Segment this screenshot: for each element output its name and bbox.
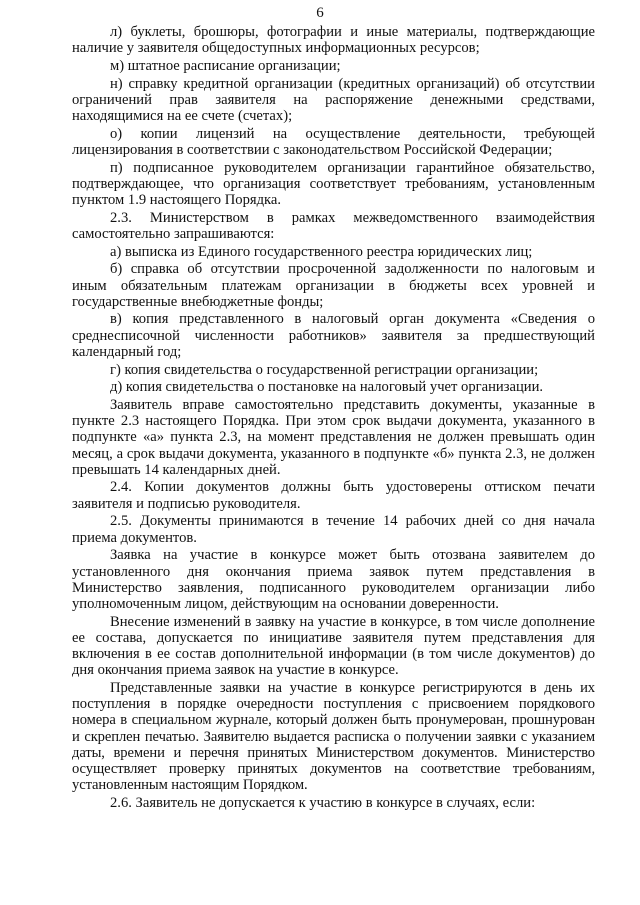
document-body (72, 24, 595, 813)
paragraph-p: п) подписанное руководителем организации гарантийное обязательство, подтверждающее, что организация соответствует требованиям, установленным пунктом 1.9 настоящего Порядка. (72, 159, 595, 209)
paragraph-applicant-right: Заявитель вправе самостоятельно представить документы, указанные в пункте 2.3 настоящего Порядка. При этом срок выдачи документа, указанного в подпункте «а» пункта 2.3, на момент представления не должен превышать один месяц, а срок выдачи документа, указанного в подпункте «б» пункта 2.3, не должен превышать 14 календарных дней. (72, 396, 595, 478)
paragraph-m: м) штатное расписание организации; (110, 57, 341, 74)
paragraph-withdrawal: Заявка на участие в конкурсе может быть отозвана заявителем до установленного дня окончания приема заявок путем представления в Министерство заявления, подписанного руководителем организации либо уполномоченным лицом, действующим на основании доверенности. (72, 547, 595, 612)
paragraph-a: а) выписка из Единого государственного реестра юридических лиц; (110, 243, 533, 260)
paragraph-n: н) справку кредитной организации (кредитных организаций) об отсутствии ограничений прав заявителя на распоряжение денежными средствами, находящимися на ее счете (счетах); (72, 75, 595, 125)
paragraph-2-4: 2.4. Копии документов должны быть удостоверены оттиском печати заявителя и подписью руководителя. (72, 479, 595, 512)
paragraph-l: л) буклеты, брошюры, фотографии и иные материалы, подтверждающие наличие у заявителя общедоступных информационных ресурсов; (72, 24, 595, 57)
paragraph-v: в) копия представленного в налоговый орган документа «Сведения о среднесписочной численности работников» заявителя за предшествующий календарный год; (72, 311, 595, 360)
paragraph-2-5: 2.5. Документы принимаются в течение 14 рабочих дней со дня начала приема документов. (72, 513, 595, 546)
page-number: 6 (316, 5, 324, 21)
paragraph-g: г) копия свидетельства о государственной регистрации организации; (110, 361, 539, 378)
paragraph-registration: Представленные заявки на участие в конкурсе регистрируются в день их поступления в порядке очередности поступления с присвоением порядкового номера в специальном журнале, который должен быть пронумерован, прошнурован и скреплен печатью. Заявителю выдается расписка о получении заявки с указанием даты, времени и перечня принятых Министерством документов. Министерство осуществляет проверку принятых документов на соответствие требованиям, установленным настоящим Порядком. (72, 679, 595, 794)
paragraph-2-3: 2.3. Министерством в рамках межведомственного взаимодействия самостоятельно запрашиваются: (72, 209, 595, 242)
paragraph-amendments: Внесение изменений в заявку на участие в конкурсе, в том числе дополнение ее состава, допускается по инициативе заявителя путем представления для включения в ее состав дополнительной информации (в том числе документов) до дня окончания приема заявок на участие в конкурсе. (72, 613, 595, 679)
paragraph-b: б) справка об отсутствии просроченной задолженности по налоговым и иным обязательным платежам организации в бюджеты всех уровней и государственные внебюджетные фонды; (72, 261, 595, 310)
paragraph-d: д) копия свидетельства о постановке на налоговый учет организации. (110, 379, 544, 396)
paragraph-2-6: 2.6. Заявитель не допускается к участию в конкурсе в случаях, если: (110, 794, 536, 811)
paragraph-o: о) копии лицензий на осуществление деятельности, требующей лицензирования в соответствии с законодательством Российской Федерации; (72, 125, 595, 158)
